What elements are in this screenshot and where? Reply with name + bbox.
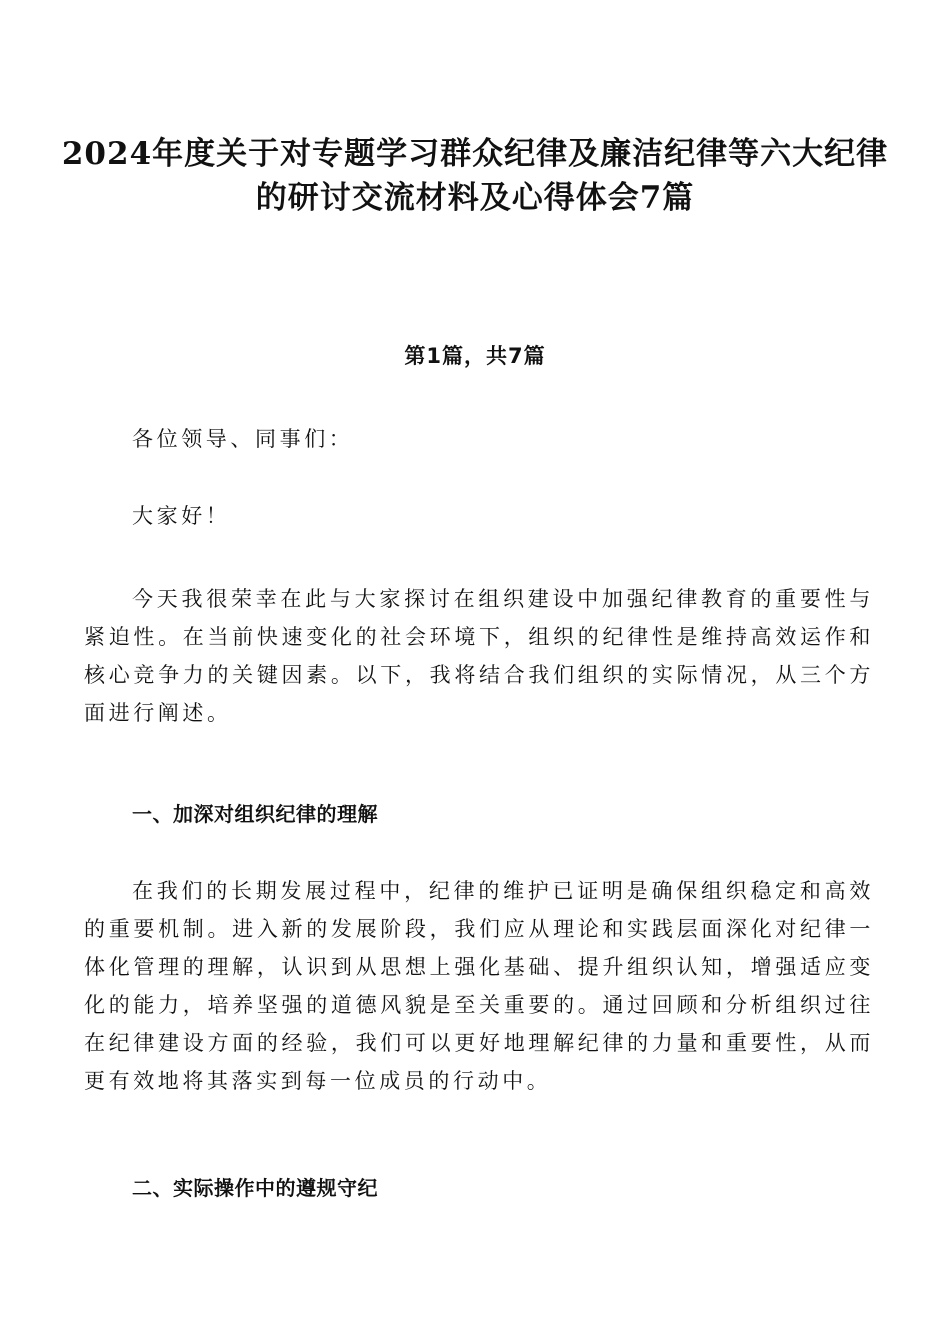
part-label: 第1篇，共7篇: [404, 344, 546, 368]
intro-paragraph: 今天我很荣幸在此与大家探讨在组织建设中加强纪律教育的重要性与紧迫性。在当前快速变化的社会环境下，组织的纪律性是维持高效运作和核心竞争力的关键因素。以下，我将结合我们组织的实际情况，从三个方面进行阐述。: [84, 587, 874, 725]
salutation: 各位领导、同事们：: [132, 427, 354, 451]
section-1-heading: 一、加深对组织纪律的理解: [132, 802, 378, 826]
section-1-paragraph: 在我们的长期发展过程中，纪律的维护已证明是确保组织稳定和高效的重要机制。进入新的发展阶段，我们应从理论和实践层面深化对纪律一体化管理的理解，认识到从思想上强化基础、提升组织认知，增强适应变化的能力，培养坚强的道德风貌是至关重要的。通过回顾和分析组织过往在纪律建设方面的经验，我们可以更好地理解纪律的力量和重要性，从而更有效地将其落实到每一位成员的行动中。: [84, 879, 874, 1093]
section-2-heading: 二、实际操作中的遵规守纪: [132, 1176, 378, 1200]
greeting: 大家好！: [132, 504, 231, 528]
document-title: 2024年度关于对专题学习群众纪律及廉洁纪律等六大纪律的研讨交流材料及心得体会7篇: [61, 136, 889, 216]
